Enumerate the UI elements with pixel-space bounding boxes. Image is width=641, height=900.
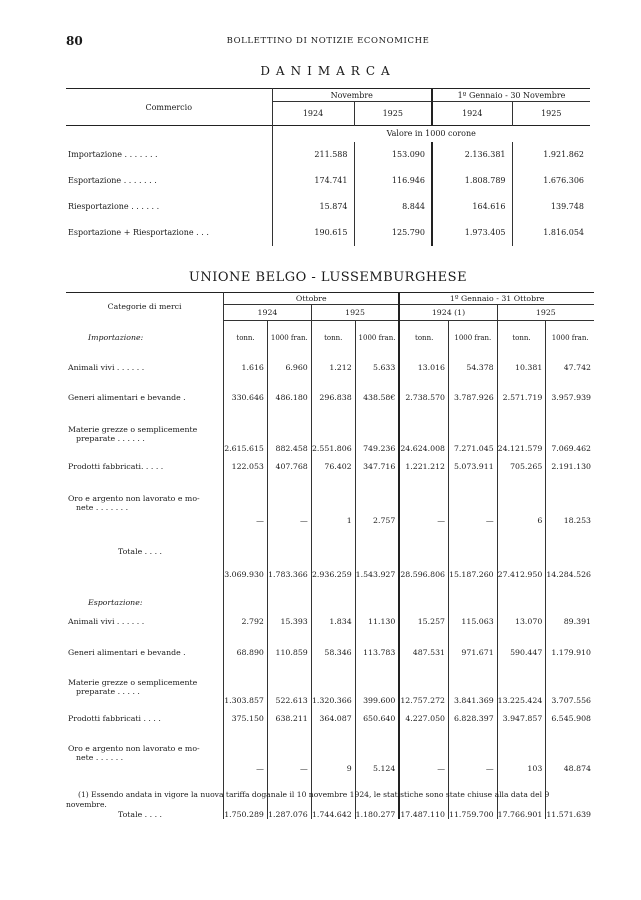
cell-value: 971.671	[449, 637, 498, 669]
row-label	[66, 481, 224, 525]
cell-value: 6	[497, 481, 546, 525]
cell-value: 1	[311, 481, 355, 525]
cell-value: —	[449, 481, 498, 525]
cell-value: 1.616	[224, 355, 268, 381]
unit-label: Valore in 1000 corone	[272, 126, 590, 142]
cell-value: 749.236	[355, 415, 399, 453]
cell-value: —	[224, 733, 268, 773]
row-label-line: Oro e argento non lavorato e mo-	[68, 743, 200, 753]
cell-value: 7.069.462	[546, 415, 594, 453]
row-label	[66, 733, 224, 773]
cell-value: 24.121.579	[497, 415, 546, 453]
cell-value: 2.191.130	[546, 453, 594, 481]
import-total-label: Totale . . . .	[118, 547, 163, 556]
table-row	[66, 733, 594, 773]
period-gennaio-ottobre: 1º Gennaio - 31 Ottobre	[399, 293, 594, 305]
table-row	[66, 168, 590, 194]
row-label: Esportazione . . . . . . .	[68, 176, 157, 185]
danimarca-table	[66, 88, 590, 246]
export-section-label: Esportazione:	[88, 597, 143, 607]
total-value: 1.750.289	[224, 773, 268, 819]
total-value: 3.069.930	[224, 525, 268, 579]
total-value: 1.543.927	[355, 525, 399, 579]
unit-header: 1000 fran.	[355, 321, 399, 355]
row-label: Riesportazione . . . . . .	[68, 202, 160, 211]
cell-value: 705.265	[497, 453, 546, 481]
period-novembre: Novembre	[272, 89, 432, 102]
cell-value: 190.615	[272, 220, 354, 246]
total-value: 1.287.076	[267, 773, 311, 819]
unit-header: tonn.	[311, 321, 355, 355]
table-row	[66, 453, 594, 481]
ubl-title: UNIONE BELGO - LUSSEMBURGHESE	[188, 270, 468, 285]
cell-value: 76.402	[311, 453, 355, 481]
total-value: 27.412.950	[497, 525, 546, 579]
running-title: BOLLETTINO DI NOTIZIE ECONOMICHE	[226, 36, 430, 46]
cell-value: 590.447	[497, 637, 546, 669]
cell-value: 1.221.212	[399, 453, 448, 481]
cell-value: 13.225.424	[497, 669, 546, 705]
row-label-line: Generi alimentari e bevande .	[68, 648, 186, 657]
cell-value: 2.136.381	[432, 142, 512, 168]
cell-value: 12.757.272	[399, 669, 448, 705]
year-header: 1924	[272, 102, 354, 126]
cell-value: 48.874	[546, 733, 594, 773]
cell-value: 6.545.908	[546, 705, 594, 733]
cell-value: —	[224, 481, 268, 525]
year-header: 1925	[311, 305, 399, 321]
table-row	[66, 415, 594, 453]
cell-value: 1.808.789	[432, 168, 512, 194]
unit-header: 1000 fran.	[267, 321, 311, 355]
cell-value: 3.787.926	[449, 381, 498, 415]
total-value: 1.783.366	[267, 525, 311, 579]
cell-value: 2.757	[355, 481, 399, 525]
cell-value: 15.874	[272, 194, 354, 220]
cell-value: 364.087	[311, 705, 355, 733]
year-header: 1924 (1)	[399, 305, 497, 321]
cell-value: 2.571.719	[497, 381, 546, 415]
row-label: Importazione . . . . . . .	[68, 150, 158, 159]
row-label	[66, 669, 224, 705]
cell-value: 2.792	[224, 607, 268, 637]
row-label-line: nete . . . . . . .	[76, 502, 129, 512]
cell-value: 1.179.910	[546, 637, 594, 669]
cell-value: 5.633	[355, 355, 399, 381]
unit-header: tonn.	[224, 321, 268, 355]
table-row	[66, 481, 594, 525]
cell-value: 58.346	[311, 637, 355, 669]
cell-value: 522.613	[267, 669, 311, 705]
cell-value: 47.742	[546, 355, 594, 381]
total-value: 1.744.642	[311, 773, 355, 819]
row-label-line: preparate . . . . . .	[76, 433, 145, 443]
cell-value: 296.838	[311, 381, 355, 415]
cell-value: 116.946	[354, 168, 432, 194]
row-label	[66, 381, 224, 415]
cell-value: 13.070	[497, 607, 546, 637]
cell-value: 153.090	[354, 142, 432, 168]
total-value: 1.180.277	[355, 773, 399, 819]
unit-header: 1000 fran.	[449, 321, 498, 355]
cell-value: 89.391	[546, 607, 594, 637]
row-label-line: Materie grezze o semplicemente	[68, 677, 198, 687]
cell-value: 139.748	[512, 194, 590, 220]
cell-value: 9	[311, 733, 355, 773]
table-row	[66, 607, 594, 637]
total-value: 14.284.526	[546, 525, 594, 579]
row-label-line: Oro e argento non lavorato e mo-	[68, 493, 200, 503]
unit-header: tonn.	[399, 321, 448, 355]
import-section-label: Importazione:	[88, 333, 144, 342]
cell-value: 1.320.366	[311, 669, 355, 705]
cell-value: 1.303.857	[224, 669, 268, 705]
cell-value: —	[399, 733, 448, 773]
cell-value: 882.458	[267, 415, 311, 453]
row-label	[66, 607, 224, 637]
cell-value: 110.859	[267, 637, 311, 669]
row-label	[66, 705, 224, 733]
cell-value: 375.150	[224, 705, 268, 733]
cell-value: 11.130	[355, 607, 399, 637]
period-ottobre: Ottobre	[224, 293, 400, 305]
year-header: 1924	[224, 305, 312, 321]
table-row	[66, 705, 594, 733]
cell-value: 3.707.556	[546, 669, 594, 705]
row-label-line: Animali vivi . . . . . .	[68, 617, 145, 626]
cell-value: 18.253	[546, 481, 594, 525]
cell-value: 347.716	[355, 453, 399, 481]
total-value: 17.766.901	[497, 773, 546, 819]
row-label	[66, 355, 224, 381]
cell-value: 24.624.008	[399, 415, 448, 453]
total-value: 11.571.639	[546, 773, 594, 819]
export-total-label: Totale . . . .	[118, 809, 163, 819]
cell-value: 3.841.369	[449, 669, 498, 705]
row-label-line: Generi alimentari e bevande .	[68, 393, 186, 402]
row-label-line: Materie grezze o semplicemente	[68, 424, 198, 434]
year-header: 1924	[432, 102, 512, 126]
cell-value: 7.271.045	[449, 415, 498, 453]
cell-value: 2.551.806	[311, 415, 355, 453]
cell-value: 164.616	[432, 194, 512, 220]
cell-value: 486.180	[267, 381, 311, 415]
categorie-header: Categorie di merci	[107, 302, 182, 312]
row-label	[66, 637, 224, 669]
unit-header: tonn.	[497, 321, 546, 355]
cell-value: —	[267, 481, 311, 525]
cell-value: 103	[497, 733, 546, 773]
cell-value: 13.016	[399, 355, 448, 381]
table-row	[66, 355, 594, 381]
period-gennaio-novembre: 1º Gennaio - 30 Novembre	[432, 89, 590, 102]
cell-value: 8.844	[354, 194, 432, 220]
year-header: 1925	[497, 305, 594, 321]
commercio-header: Commercio	[145, 102, 193, 112]
cell-value: —	[399, 481, 448, 525]
cell-value: 125.790	[354, 220, 432, 246]
table-row	[66, 669, 594, 705]
table-row	[66, 381, 594, 415]
cell-value: 3.957.939	[546, 381, 594, 415]
row-label: Esportazione + Riesportazione . . .	[68, 228, 209, 237]
cell-value: 2.738.570	[399, 381, 448, 415]
page-number: 80	[66, 34, 83, 48]
cell-value: 650.640	[355, 705, 399, 733]
row-label-line: Prodotti fabbricati . . . .	[68, 714, 161, 723]
cell-value: 211.588	[272, 142, 354, 168]
unit-header: 1000 fran.	[546, 321, 594, 355]
cell-value: 54.378	[449, 355, 498, 381]
cell-value: 68.890	[224, 637, 268, 669]
cell-value: —	[267, 733, 311, 773]
cell-value: 6.960	[267, 355, 311, 381]
table-row	[66, 194, 590, 220]
cell-value: 174.741	[272, 168, 354, 194]
cell-value: 6.828.397	[449, 705, 498, 733]
total-value: 11.759.700	[449, 773, 498, 819]
cell-value: 1.816.054	[512, 220, 590, 246]
cell-value: 10.381	[497, 355, 546, 381]
year-header: 1925	[354, 102, 432, 126]
cell-value: 2.615.615	[224, 415, 268, 453]
cell-value: 487.531	[399, 637, 448, 669]
cell-value: 115.063	[449, 607, 498, 637]
row-label-line: preparate . . . . .	[76, 686, 140, 696]
cell-value: 1.834	[311, 607, 355, 637]
year-header: 1925	[512, 102, 590, 126]
cell-value: 638.211	[267, 705, 311, 733]
cell-value: 15.393	[267, 607, 311, 637]
cell-value: 5.073.911	[449, 453, 498, 481]
cell-value: 5.124	[355, 733, 399, 773]
cell-value: 399.600	[355, 669, 399, 705]
cell-value: 3.947.857	[497, 705, 546, 733]
cell-value: —	[449, 733, 498, 773]
table-row	[66, 142, 590, 168]
table-row	[66, 637, 594, 669]
cell-value: 1.921.862	[512, 142, 590, 168]
cell-value: 4.227.050	[399, 705, 448, 733]
page-header	[66, 34, 590, 48]
footnote: (1) Essendo andata in vigore la nuova tariffa doganale il 10 novembre 1924, le statistiche sono state chiuse alla data del 9 novembre.	[66, 790, 550, 809]
total-value: 15.187.260	[449, 525, 498, 579]
row-label	[66, 453, 224, 481]
total-value: 28.596.806	[399, 525, 448, 579]
total-value: 17.487.110	[399, 773, 448, 819]
cell-value: 1.973.405	[432, 220, 512, 246]
cell-value: 122.053	[224, 453, 268, 481]
cell-value: 438.58€	[355, 381, 399, 415]
cell-value: 407.768	[267, 453, 311, 481]
total-value: 2.936.259	[311, 525, 355, 579]
cell-value: 15.257	[399, 607, 448, 637]
row-label-line: Prodotti fabbricati. . . . .	[68, 462, 164, 471]
cell-value: 1.212	[311, 355, 355, 381]
ubl-table	[66, 292, 594, 819]
cell-value: 113.783	[355, 637, 399, 669]
table-row	[66, 220, 590, 246]
row-label-line: nete . . . . . .	[76, 752, 124, 762]
danimarca-title: DANIMARCA	[260, 64, 396, 78]
row-label-line: Animali vivi . . . . . .	[68, 363, 145, 372]
row-label	[66, 415, 224, 453]
cell-value: 1.676.306	[512, 168, 590, 194]
cell-value: 330.646	[224, 381, 268, 415]
